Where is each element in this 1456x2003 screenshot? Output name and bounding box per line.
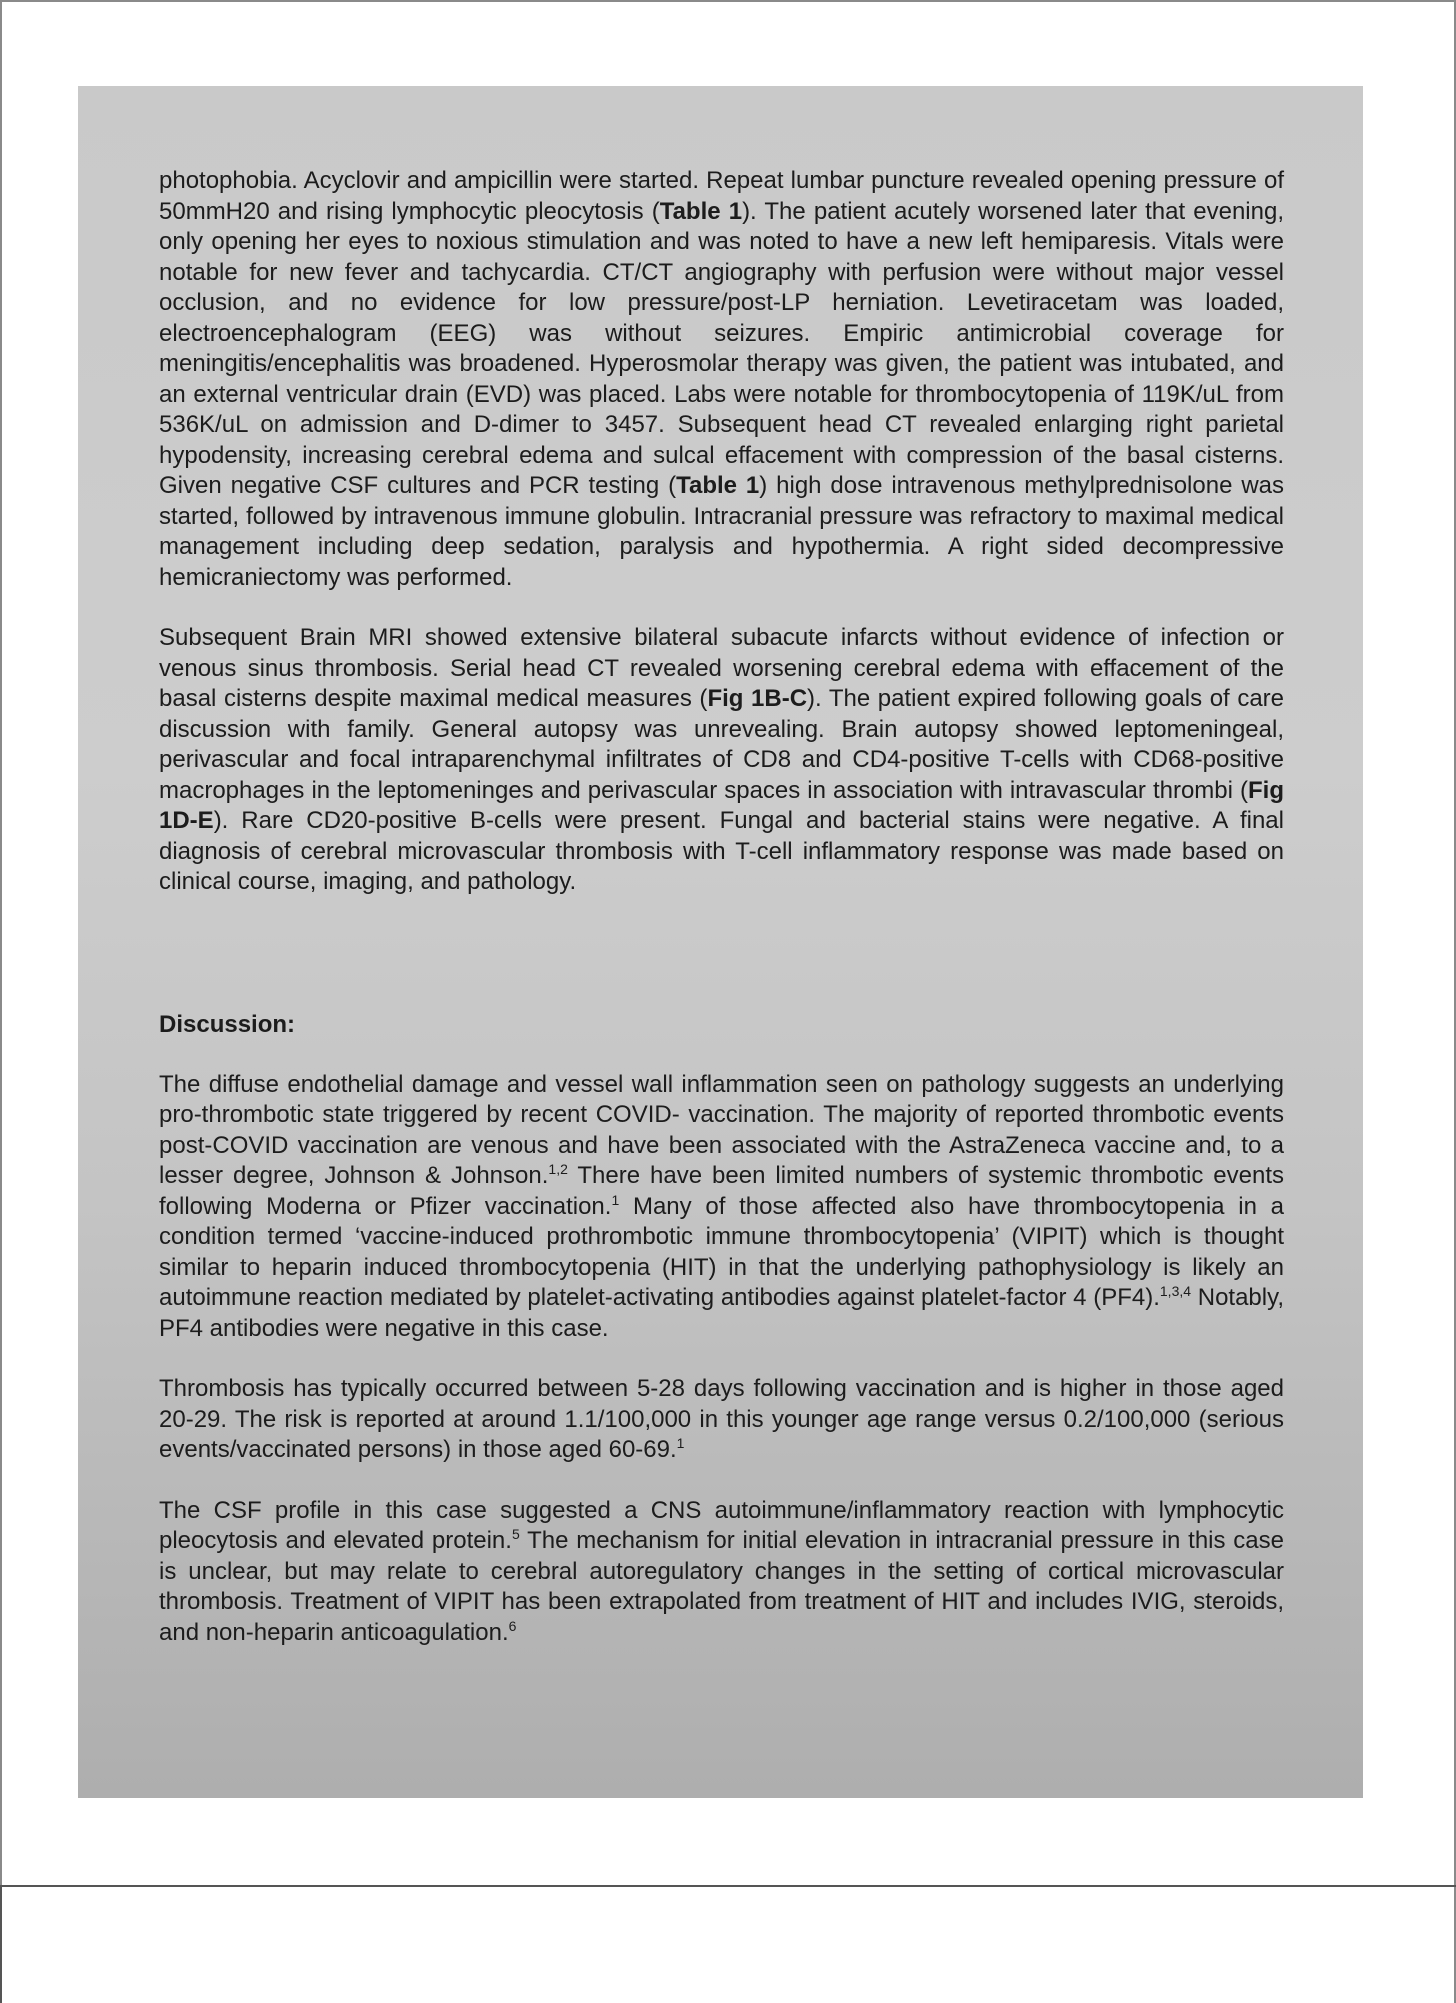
section-heading-discussion: Discussion: bbox=[159, 1010, 296, 1038]
table-reference: Table 1 bbox=[676, 472, 760, 499]
figure-reference: Fig 1D-E bbox=[159, 776, 1284, 834]
text-run: ). Rare CD20-positive B-cells were present. Fungal and bacterial stains were negative. A final diagnosis of cerebral microvascular thrombosis with T-cell inflammatory response was made based on clinical course, imaging, and pathology. bbox=[159, 807, 1284, 895]
text-run: Thrombosis has typically occurred between 5-28 days following vaccination and is higher in those aged 20-29. The risk is reported at around 1.1/100,000 in this younger age range versus 0.2/100,000 (serious events/vaccinated persons) in those aged 60-69. bbox=[159, 1375, 1284, 1463]
paragraph-imaging-autopsy bbox=[159, 623, 1284, 898]
paragraph-clinical-course bbox=[159, 166, 1284, 593]
citation-superscript: 1 bbox=[676, 1435, 685, 1451]
citation-superscript: 6 bbox=[508, 1617, 517, 1634]
table-reference: Table 1 bbox=[659, 197, 743, 225]
figure-reference: Fig 1B-C bbox=[707, 685, 808, 712]
citation-superscript: 1,2 bbox=[548, 1161, 568, 1177]
text-run: The diffuse endothelial damage and vessel wall inflammation seen on pathology suggests an underlying pro-thrombotic state triggered by recent COVID- vaccination. The majority of reported thrombotic events post-COVID vaccination are venous and have been associated with the AstraZeneca vaccine and, to a lesser degree, Johnson & Johnson. bbox=[159, 1070, 1284, 1189]
text-run: ) high dose intravenous methylprednisolone was started, followed by intravenous immune globulin. Intracranial pressure was refractory to maximal medical management including deep sedation, paralysis and hypothermia. A right sided decompressive hemicraniectomy was performed. bbox=[159, 472, 1285, 591]
text-run: Many of those affected also have thrombocytopenia in a condition termed ‘vaccine-induced prothrombotic immune thrombocytopenia’ (VIPIT) which is thought similar to heparin induced thrombocytopenia (HIT) in that the underlying pathophysiology is likely an autoimmune reaction mediated by platelet-activating antibodies against platelet-factor 4 (PF4). bbox=[159, 1192, 1284, 1311]
text-run: Notably, PF4 antibodies were negative in this case. bbox=[159, 1284, 1284, 1342]
text-run: photophobia. Acyclovir and ampicillin were started. Repeat lumbar puncture revealed opening pressure of 50mmH20 and rising lymphocytic pleocytosis ( bbox=[159, 167, 1284, 225]
text-run: Subsequent Brain MRI showed extensive bilateral subacute infarcts without evidence of infection or venous sinus thrombosis. Serial head CT revealed worsening cerebral edema with effacement of the basal cisterns despite maximal medical measures ( bbox=[159, 624, 1284, 712]
text-run: There have been limited numbers of systemic thrombotic events following Moderna or Pfizer vaccination. bbox=[159, 1162, 1285, 1220]
paragraph-discussion-mechanism bbox=[159, 1070, 1284, 1345]
scan-bottom-border bbox=[0, 1885, 1456, 1887]
scan-left-border bbox=[0, 1885, 2, 2003]
document-body bbox=[159, 166, 1284, 1648]
paragraph-discussion-csf bbox=[159, 1496, 1284, 1649]
text-run: The mechanism for initial elevation in intracranial pressure in this case is unclear, but may relate to cerebral autoregulatory changes in the setting of cortical microvascular thrombosis. Treatment of VIPIT has been extrapolated from treatment of HIT and includes IVIG, steroids, and non-heparin anticoagulation. bbox=[159, 1527, 1284, 1646]
citation-superscript: 1 bbox=[611, 1191, 620, 1208]
paragraph-discussion-risk bbox=[159, 1374, 1284, 1466]
citation-superscript: 5 bbox=[511, 1526, 520, 1542]
citation-superscript: 1,3,4 bbox=[1159, 1283, 1192, 1299]
text-run: ). The patient acutely worsened later that evening, only opening her eyes to noxious stimulation and was noted to have a new left hemiparesis. Vitals were notable for new fever and tachycardia. CT/CT angiography with perfusion were without major vessel occlusion, and no evidence for low pressure/post-LP herniation. Levetiracetam was loaded, electroencephalogram (EEG) was without seizures. Empiric antimicrobial coverage for meningitis/encephalitis was broadened. Hyperosmolar therapy was given, the patient was intubated, and an external ventricular drain (EVD) was placed. Labs were notable for thrombocytopenia of 119K/uL from 536K/uL on admission and D-dimer to 3457. Subsequent head CT revealed enlarging right parietal hypodensity, increasing cerebral edema and sulcal effacement with compression of the basal cisterns. Given negative CSF cultures and PCR testing ( bbox=[159, 197, 1284, 499]
text-run: The CSF profile in this case suggested a CNS autoimmune/inflammatory reaction with lymphocytic pleocytosis and elevated protein. bbox=[159, 1496, 1284, 1554]
text-run: ). The patient expired following goals of care discussion with family. General autopsy was unrevealing. Brain autopsy showed leptomeningeal, perivascular and focal intraparenchymal infiltrates of CD8 and CD4-positive T-cells with CD68-positive macrophages in the leptomeninges and perivascular spaces in association with intravascular thrombi ( bbox=[159, 685, 1285, 804]
